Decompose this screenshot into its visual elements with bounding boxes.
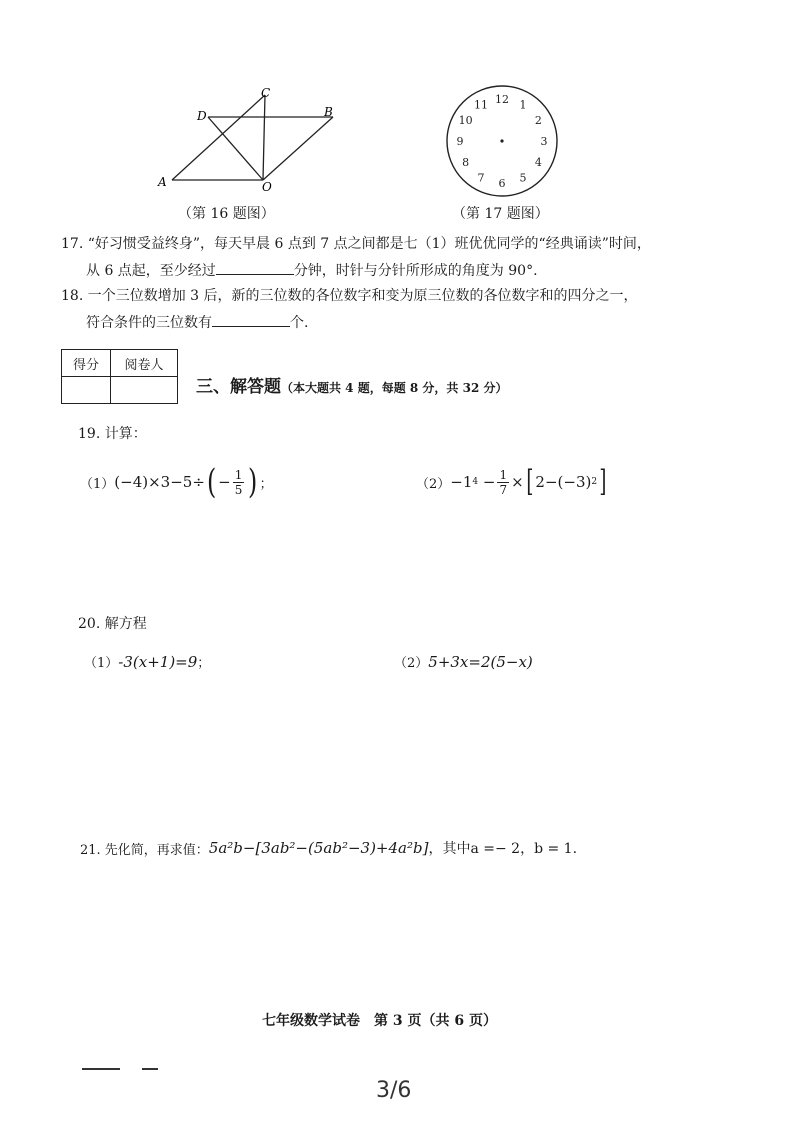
q17-answer-blank[interactable] (216, 260, 294, 275)
q19-p1-open-paren: ( (206, 462, 217, 502)
q17-line2 (86, 260, 538, 281)
q21-expr: 5a²b−[3ab²−(5ab²−3)+4a²b] (208, 839, 429, 857)
q17-line1: 17. “好习惯受益终身”，每天早晨 6 点到 7 点之间都是七（1）班优优同学的“经典诵读”时间， (61, 236, 651, 252)
figure-17-clock (442, 84, 562, 200)
q17-line2-pre: 从 6 点起，至少经过 (86, 263, 216, 279)
clock-numeral: 2 (534, 114, 542, 127)
q19-p2-a: −1 (450, 473, 473, 491)
label-c: C (261, 86, 271, 100)
q19-p2-number: （2） (416, 476, 451, 492)
q19-p1-close-paren: ) (248, 462, 258, 502)
score-cell[interactable] (62, 377, 111, 404)
q21-condition: ，其中a =− 2，b = 1. (428, 841, 578, 857)
label-b: B (324, 105, 333, 119)
q20-part2 (394, 652, 533, 671)
label-a: A (158, 175, 167, 189)
q19-label: 19. 计算： (78, 426, 147, 442)
clock-numeral: 4 (534, 156, 542, 169)
q19-p1-fraction (233, 468, 245, 497)
clock-numeral: 12 (495, 93, 509, 106)
q21 (80, 835, 577, 861)
section-3-heading (196, 372, 507, 397)
score-header: 得分 (62, 350, 111, 377)
q19-p2-fraction (497, 468, 509, 497)
q19-p1-number: （1） (80, 476, 115, 492)
q18-line2-post: 个. (290, 315, 309, 331)
clock-numeral: 3 (540, 135, 548, 148)
q20-p1-expr: -3(x+1)=9 (118, 652, 198, 671)
q19-p2-a-exp: 4 (472, 477, 479, 487)
q18-line1: 18. 一个三位数增加 3 后，新的三位数的各位数字和变为原三位数的各位数字和的四分之一， (61, 288, 638, 304)
grader-header: 阅卷人 (111, 350, 178, 377)
q19-p1-minus: − (218, 473, 231, 491)
q21-label: 21. 先化简，再求值： (80, 842, 209, 858)
q19-p1-frac-den: 5 (234, 482, 243, 497)
clock-numeral: 9 (456, 135, 464, 148)
q20-label: 20. 解方程 (78, 616, 147, 632)
q19-p2-inner-exp: 2 (591, 477, 598, 487)
q19-part1 (80, 462, 273, 502)
q19-p2-open-bracket: [ (526, 464, 534, 499)
q19-p2-close-bracket: ] (599, 464, 607, 499)
q19-p2-times: × (511, 473, 524, 491)
q20-p1-number: （1） (84, 656, 119, 671)
section-3-note: （本大题共 4 题，每题 8 分，共 32 分） (281, 381, 508, 395)
q19-p2-minus: − (478, 473, 496, 491)
q20-p2-number: （2） (394, 656, 429, 671)
q17-line2-post: 分钟，时针与分针所形成的角度为 90°. (293, 263, 538, 279)
figure-16-diagram (150, 85, 350, 195)
q19-p1-frac-num: 1 (234, 467, 243, 482)
q19-p1-expr: (−4)×3−5÷ (114, 473, 205, 491)
q20-p2-expr: 5+3x=2(5−x) (428, 652, 533, 671)
scan-mark-1 (82, 1068, 120, 1070)
clock-numeral: 10 (458, 114, 473, 127)
label-o: O (262, 180, 272, 194)
q20-p1-end: ； (197, 656, 211, 671)
label-d: D (197, 109, 207, 123)
clock-numeral: 6 (498, 177, 506, 190)
section-3-title: 三、解答题 (196, 377, 281, 397)
clock-numeral: 7 (477, 171, 485, 185)
clock-numeral: 8 (462, 156, 470, 169)
clock-numeral: 5 (519, 171, 527, 185)
figure-17-caption: （第 17 题图） (452, 206, 549, 222)
q20-part1 (84, 652, 210, 671)
q18-answer-blank[interactable] (212, 312, 290, 327)
q19-p2-frac-num: 1 (499, 467, 508, 482)
q19-p1-end: ； (259, 476, 273, 492)
figure-16-caption: （第 16 题图） (178, 206, 275, 222)
page-number: 3/6 (376, 1078, 412, 1103)
scan-mark-2 (142, 1068, 158, 1070)
q18-line2-pre: 符合条件的三位数有 (86, 315, 212, 331)
page-footer: 七年级数学试卷 第 3 页（共 6 页） (262, 1013, 497, 1029)
score-table (61, 349, 178, 404)
q19-p2-frac-den: 7 (499, 482, 508, 497)
q19-p2-inner: 2−(−3) (535, 473, 592, 491)
q18-line2 (86, 312, 308, 333)
clock-numeral: 1 (519, 98, 527, 112)
q19-part2 (416, 462, 609, 502)
grader-cell[interactable] (111, 377, 178, 404)
clock-numeral: 11 (474, 98, 488, 112)
